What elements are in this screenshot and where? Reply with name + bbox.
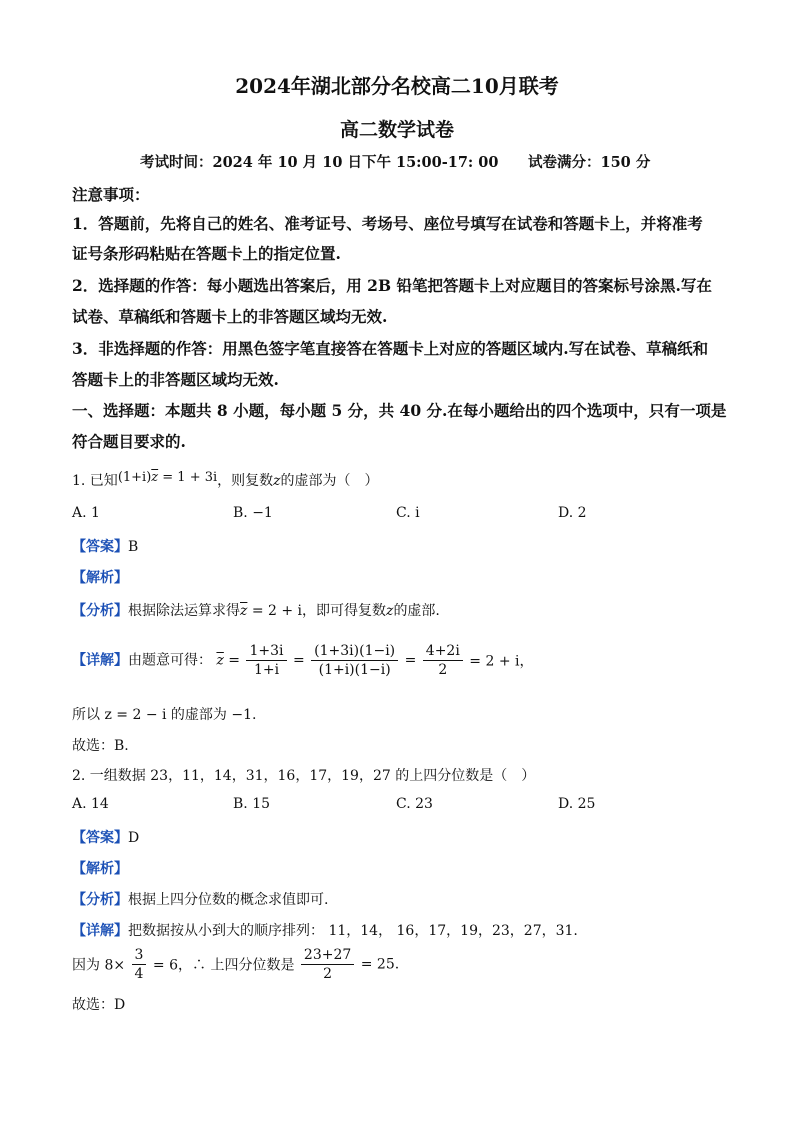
exam-time: 考试时间：2024 年 10 月 10 日下午 15:00-17: 00	[140, 154, 499, 171]
q2-option-a: A. 14	[72, 796, 109, 812]
note-1-line-1: 1．答题前，先将自己的姓名、准考证号、考场号、座位号填写在试卷和答题卡上，并将准考	[72, 214, 703, 233]
q2-choice: 故选：D	[72, 997, 126, 1013]
q1-option-d: D. 2	[558, 505, 587, 521]
q2-option-b: B. 15	[233, 796, 271, 812]
q2-answer: 【答案】D	[72, 830, 140, 846]
full-score: 试卷满分：150 分	[528, 154, 651, 171]
q2-option-c: C. 23	[396, 796, 433, 812]
q2-stem: 2. 一组数据 23，11，14，31，16，17，19，27 的上四分位数是（ ）	[72, 768, 536, 784]
notes-heading: 注意事项：	[72, 185, 150, 204]
note-2-line-2: 试卷、草稿纸和答题卡上的非答题区域均无效.	[72, 307, 388, 326]
q2-analysis-tag: 【解析】	[72, 861, 128, 877]
q2-fraction-2: $\frac{23+27}{2}$	[301, 946, 354, 983]
q1-fraction-1: $\frac{1+3i}{1+i}$	[246, 642, 286, 679]
note-2-line-1: 2．选择题的作答：每小题选出答案后，用 2B 铅笔把答题卡上对应题目的答案标号涂黑.写在	[72, 276, 712, 295]
q1-fenxi: 【分析】根据除法运算求得$\overline{z} = 2 + i$，即可得复数z的虚部.	[72, 603, 440, 619]
section-1-line-1: 一、选择题：本题共 8 小题，每小题 5 分，共 40 分.在每小题给出的四个选项中，只有一项是	[72, 401, 727, 420]
q1-option-a: A. 1	[72, 505, 100, 521]
q1-answer: 【答案】B	[72, 539, 139, 555]
document-title: 2024年湖北部分名校高二10月联考	[235, 74, 559, 98]
q1-fraction-3: $\frac{4+2i}{2}$	[423, 642, 463, 679]
q1-choice: 故选：B.	[72, 738, 129, 754]
q1-analysis-tag: 【解析】	[72, 570, 128, 586]
note-1-line-2: 证号条形码粘贴在答题卡上的指定位置.	[72, 244, 341, 263]
q1-fraction-2: $\frac{(1+3i)(1-i)}{(1+i)(1-i)}$	[311, 642, 398, 679]
document-subtitle: 高二数学试卷	[339, 119, 454, 141]
q1-stem: 1. 已知$(1+i)\overline{z} = 1 + 3i$，则复数z的虚部为（ ）	[72, 470, 379, 489]
q2-calculation: 因为 8× $\frac{3}{4}$ = 6，∴ 上四分位数是 $\frac{23+27}{2}$ = 25.	[72, 947, 400, 982]
q1-option-c: C. i	[396, 505, 420, 521]
q1-xiangjie: 【详解】由题意可得： $\overline{z}$ = $\frac{1+3i}{1+i}$ = $\frac{(1+3i)(1-i)}{(1+i)(1-i)}$ = $\frac{4+2i}{2}$ = 2 + i，	[72, 643, 534, 678]
q1-option-b: B. −1	[233, 505, 273, 521]
note-3-line-1: 3．非选择题的作答：用黑色签字笔直接答在答题卡上对应的答题区域内.写在试卷、草稿纸和	[72, 339, 709, 358]
q1-conclusion: 所以 z = 2 − i 的虚部为 −1.	[72, 707, 257, 723]
q2-xiangjie: 【详解】把数据按从小到大的顺序排列： 11，14， 16，17，19，23，27，31.	[72, 923, 578, 939]
note-3-line-2: 答题卡上的非答题区域均无效.	[72, 370, 279, 389]
section-1-line-2: 符合题目要求的.	[72, 432, 186, 451]
q2-option-d: D. 25	[558, 796, 596, 812]
q2-fraction-1: $\frac{3}{4}$	[132, 946, 147, 983]
q2-fenxi: 【分析】根据上四分位数的概念求值即可.	[72, 892, 329, 908]
